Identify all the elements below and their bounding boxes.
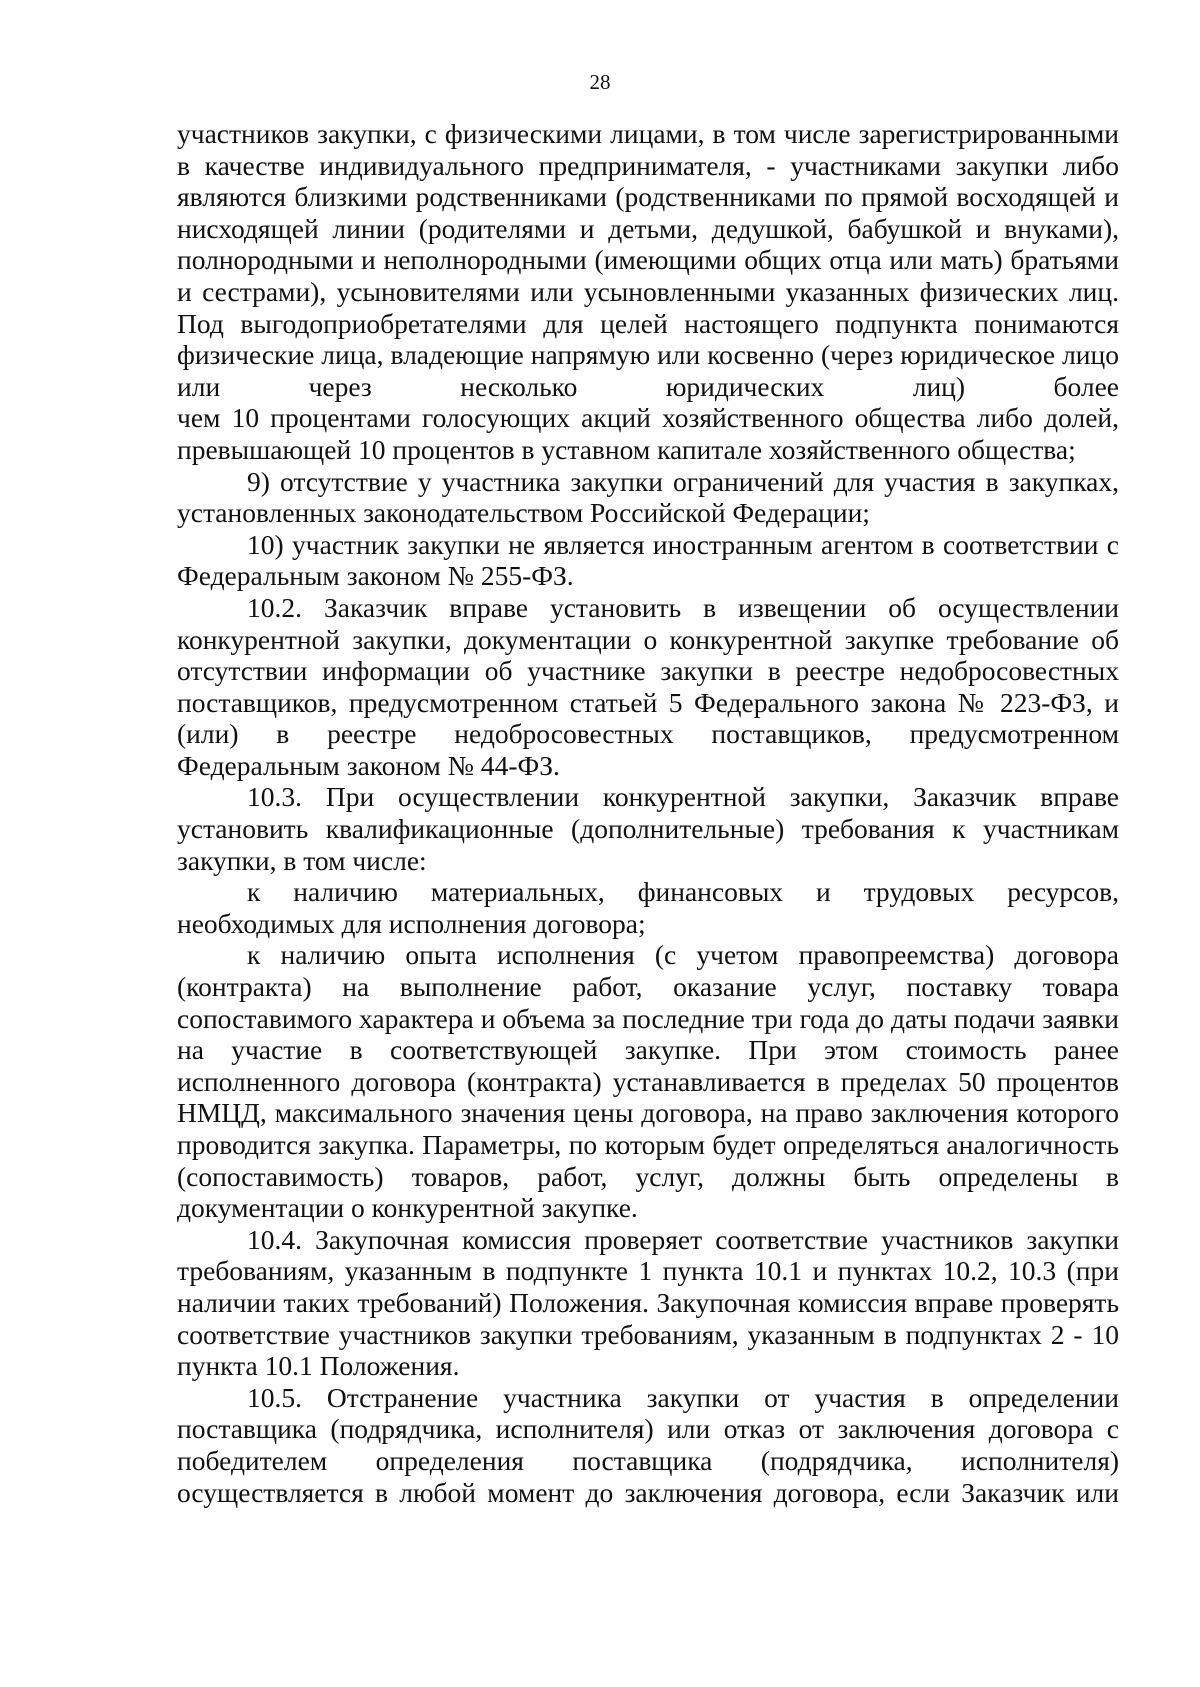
paragraph-item-10: 10) участник закупки не является иностранным агентом в соответствии с Федеральным законом № 255-ФЗ.	[177, 528, 1119, 592]
paragraph-10-3-resources: к наличию материальных, финансовых и трудовых ресурсов, необходимых для исполнения договора;	[177, 876, 1119, 939]
paragraph-10-2: 10.2. Заказчик вправе установить в извещении об осуществлении конкурентной закупки, документации о конкурентной закупке требование об отсутствии информации об участнике закупки в реестре недобросовестных поставщиков, предусмотренном статьей 5 Федерального закона № 223-ФЗ, и (или) в реестре недобросовестных поставщиков, предусмотренном Федеральным законом № 44-ФЗ.	[177, 591, 1119, 781]
paragraph-continuation-part-2: чем 10 процентами голосующих акций хозяйственного общества либо долей, превышающей 10 процентов в уставном капитале хозяйственного общества;	[177, 402, 1119, 465]
paragraph-10-3: 10.3. При осуществлении конкурентной закупки, Заказчик вправе установить квалификационные (дополнительные) требования к участникам закупки, в том числе:	[177, 781, 1119, 876]
paragraph-item-9: 9) отсутствие у участника закупки ограничений для участия в закупках, установленных законодательством Российской Федерации;	[177, 465, 1119, 529]
page-number: 28	[589, 70, 611, 94]
paragraph-10-4: 10.4. Закупочная комиссия проверяет соответствие участников закупки требованиям, указанным в подпункте 1 пункта 10.1 и пунктах 10.2, 10.3 (при наличии таких требований) Положения. Закупочная комиссия вправе проверять соответствие участников закупки требованиям, указанным в подпунктах 2 - 10 пункта 10.1 Положения.	[177, 1223, 1119, 1382]
paragraph-10-3-experience: к наличию опыта исполнения (с учетом правопреемства) договора (контракта) на выполнение работ, оказание услуг, поставку товара сопоставимого характера и объема за последние три года до даты подачи заявки на участие в соответствующей закупке. При этом стоимость ранее исполненного договора (контракта) устанавливается в пределах 50 процентов НМЦД, максимального значения цены договора, на право заключения которого проводится закупка. Параметры, по которым будет определяться аналогичность (сопоставимость) товаров, работ, услуг, должны быть определены в документации о конкурентной закупке.	[177, 939, 1119, 1224]
paragraph-10-5: 10.5. Отстранение участника закупки от участия в определении поставщика (подрядчика, исполнителя) или отказ от заключения договора с победителем определения поставщика (подрядчика, исполнителя) осуществляется в любой момент до заключения договора, если Заказчик или	[177, 1381, 1119, 1508]
paragraph-continuation-part-1: участников закупки, с физическими лицами, в том числе зарегистрированными в качестве индивидуального предпринимателя, - участниками закупки либо являются близкими родственниками (родственниками по прямой восходящей и нисходящей линии (родителями и детьми, дедушкой, бабушкой и внуками), полнородными и неполнородными (имеющими общих отца или мать) братьями и сестрами), усыновителями или усыновленными указанных физических лиц. Под выгодоприобретателями для целей настоящего подпункта понимаются физические лица, владеющие напрямую или косвенно (через юридическое лицо или через несколько юридических лиц) более	[177, 118, 1119, 402]
document-body	[177, 118, 1119, 1508]
